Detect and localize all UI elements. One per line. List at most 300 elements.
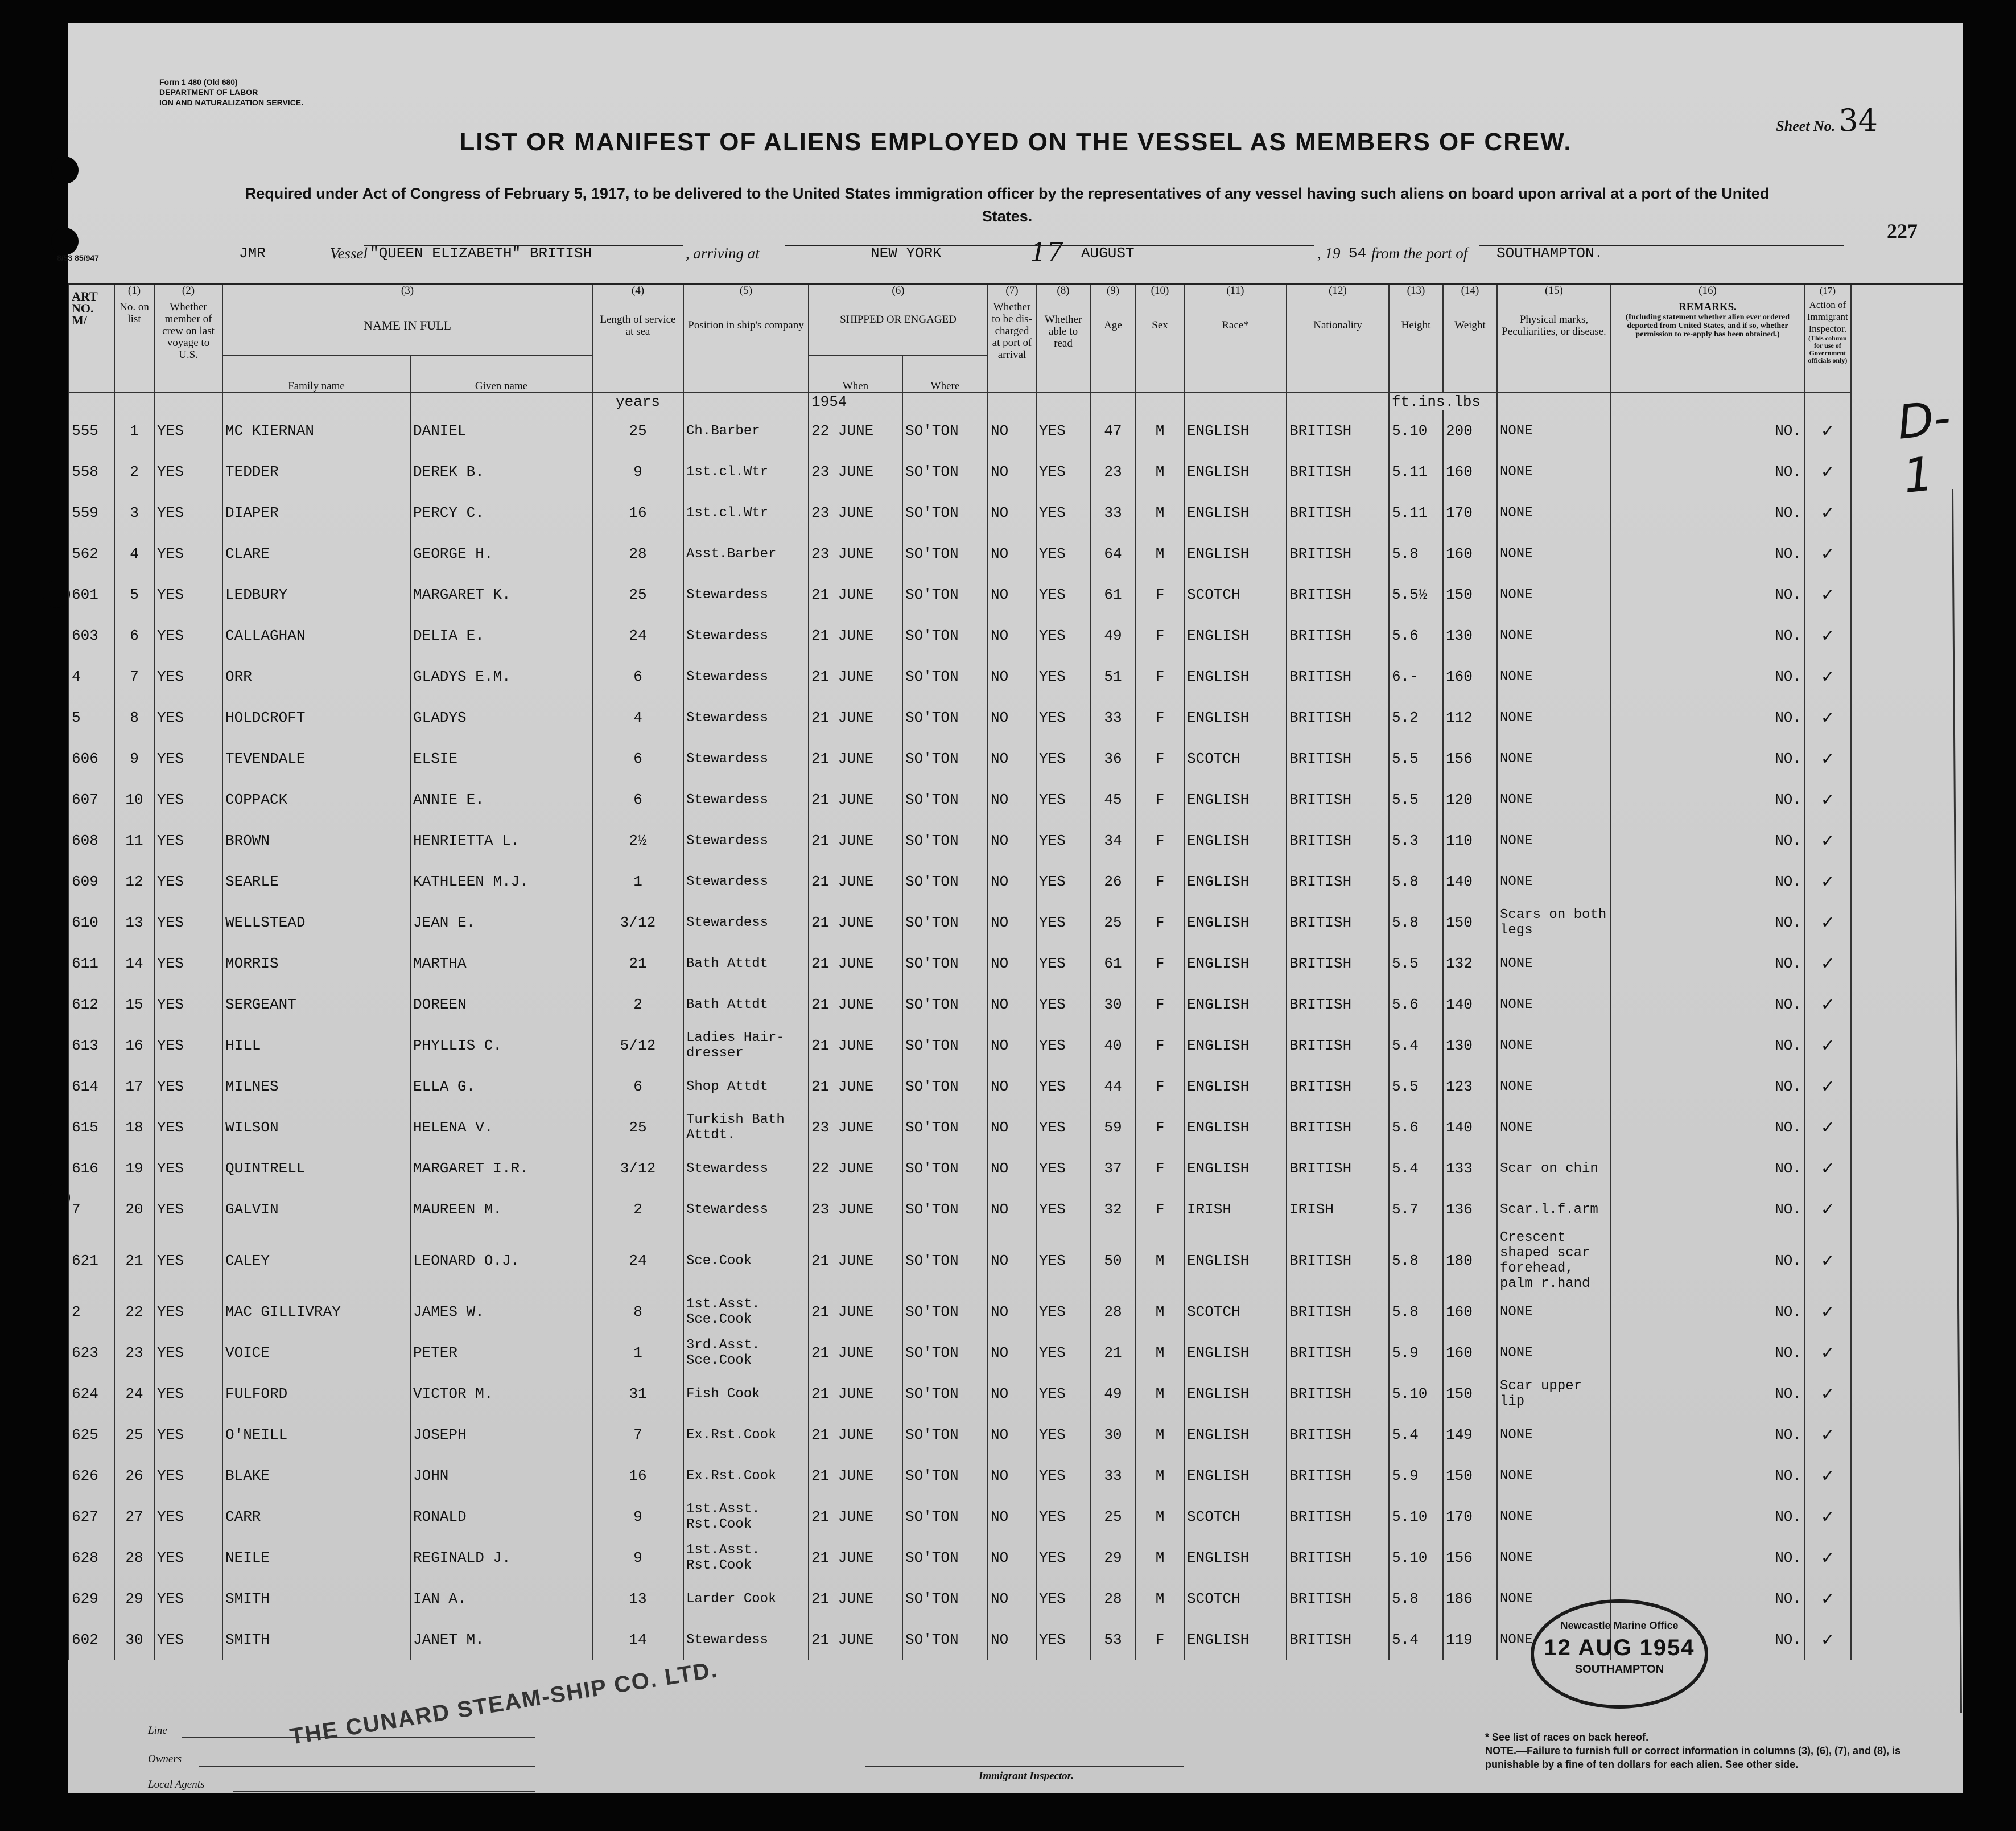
cell-service-length: 4 — [592, 697, 683, 738]
col-4-num: (4) — [631, 285, 645, 297]
cell-service-length: 6 — [592, 656, 683, 697]
cell-shipped-where: SO'TON — [902, 1025, 988, 1066]
col-sex — [1136, 285, 1184, 393]
table-row — [69, 697, 1851, 738]
cell-discharged: NO — [988, 615, 1036, 656]
cell-previous-voyage: YES — [154, 820, 222, 861]
cell-sex: M — [1136, 1291, 1184, 1332]
cell-age: 40 — [1090, 1025, 1136, 1066]
cell-shipped-when: 22 JUNE — [809, 410, 902, 451]
cell-remarks: NO. — [1611, 820, 1804, 861]
cell-nationality: BRITISH — [1287, 615, 1389, 656]
cell-art-no: 2 — [69, 1291, 114, 1332]
cell-able-to-read: YES — [1036, 451, 1090, 492]
col-shipped — [809, 285, 988, 356]
inspector-check-icon: ✓ — [1804, 1066, 1851, 1107]
cell-race: IRISH — [1184, 1189, 1287, 1230]
cell-service-length: 21 — [592, 943, 683, 984]
cell-physical-marks: NONE — [1497, 1537, 1611, 1578]
cell-age: 64 — [1090, 533, 1136, 574]
cell-art-no: 5 — [69, 697, 114, 738]
company-stamp: THE CUNARD STEAM-SHIP CO. LTD. — [288, 1657, 720, 1750]
cell-family-name: SERGEANT — [222, 984, 410, 1025]
col-14-label: Weight — [1454, 319, 1486, 331]
table-row — [69, 656, 1851, 697]
cell-able-to-read: YES — [1036, 1107, 1090, 1148]
cell-remarks: NO. — [1611, 1025, 1804, 1066]
cell-position: Stewardess — [683, 902, 809, 943]
cell-shipped-where: SO'TON — [902, 410, 988, 451]
footer-line-label: Line — [148, 1725, 167, 1737]
cell-given-name: JANET M. — [410, 1619, 592, 1660]
cell-age: 51 — [1090, 656, 1136, 697]
cell-family-name: LEDBURY — [222, 574, 410, 615]
inspector-check-icon: ✓ — [1804, 943, 1851, 984]
cell-shipped-where: SO'TON — [902, 902, 988, 943]
cell-sex: F — [1136, 1025, 1184, 1066]
cell-given-name: HENRIETTA L. — [410, 820, 592, 861]
cell-physical-marks: NONE — [1497, 1291, 1611, 1332]
cell-remarks: NO. — [1611, 1066, 1804, 1107]
cell-shipped-where: SO'TON — [902, 1373, 988, 1414]
cell-service-length: 1 — [592, 1332, 683, 1373]
cell-list-no: 24 — [114, 1373, 154, 1414]
cell-shipped-when: 21 JUNE — [809, 656, 902, 697]
cell-age: 28 — [1090, 1291, 1136, 1332]
col-remarks — [1611, 285, 1804, 393]
cell-sex: F — [1136, 943, 1184, 984]
cell-able-to-read: YES — [1036, 1230, 1090, 1291]
cell-discharged: NO — [988, 492, 1036, 533]
cell-physical-marks: NONE — [1497, 820, 1611, 861]
col-2-label: Whether member of crew on last voyage to U.S. — [162, 301, 215, 361]
cell-shipped-where: SO'TON — [902, 861, 988, 902]
cell-given-name: KATHLEEN M.J. — [410, 861, 592, 902]
cell-remarks: NO. — [1611, 1291, 1804, 1332]
cell-weight: 160 — [1443, 451, 1497, 492]
cell-given-name: GLADYS E.M. — [410, 656, 592, 697]
cell-shipped-where: SO'TON — [902, 1578, 988, 1619]
cell-able-to-read: YES — [1036, 902, 1090, 943]
table-row — [69, 1373, 1851, 1414]
cell-art-no: 623 — [69, 1332, 114, 1373]
cell-service-length: 9 — [592, 451, 683, 492]
cell-shipped-when: 23 JUNE — [809, 1189, 902, 1230]
crew-manifest-table — [68, 285, 1852, 1660]
cell-service-length: 31 — [592, 1373, 683, 1414]
cell-position: 3rd.Asst. Sce.Cook — [683, 1332, 809, 1373]
cell-family-name: BLAKE — [222, 1455, 410, 1496]
inspector-check-icon: ✓ — [1804, 861, 1851, 902]
cell-list-no: 25 — [114, 1414, 154, 1455]
cell-height: 5.11 — [1389, 451, 1443, 492]
cell-given-name: DELIA E. — [410, 615, 592, 656]
table-row — [69, 1537, 1851, 1578]
cell-family-name: MORRIS — [222, 943, 410, 984]
cell-age: 33 — [1090, 697, 1136, 738]
col-8-num: (8) — [1057, 285, 1070, 297]
col-6-label: SHIPPED OR ENGAGED — [840, 314, 957, 326]
cell-shipped-when: 21 JUNE — [809, 1619, 902, 1660]
cell-previous-voyage: YES — [154, 1291, 222, 1332]
cell-weight: 133 — [1443, 1148, 1497, 1189]
cell-previous-voyage: YES — [154, 451, 222, 492]
cell-art-no: 558 — [69, 451, 114, 492]
arrival-month: AUGUST — [1081, 245, 1135, 262]
cell-list-no: 20 — [114, 1189, 154, 1230]
cell-physical-marks: NONE — [1497, 738, 1611, 779]
cell-shipped-where: SO'TON — [902, 1496, 988, 1537]
col-10-label: Sex — [1152, 319, 1168, 331]
cell-age: 53 — [1090, 1619, 1136, 1660]
cell-service-length: 1 — [592, 861, 683, 902]
cell-weight: 119 — [1443, 1619, 1497, 1660]
cell-weight: 150 — [1443, 1373, 1497, 1414]
cell-able-to-read: YES — [1036, 738, 1090, 779]
table-row — [69, 410, 1851, 451]
table-row — [69, 574, 1851, 615]
footer-owners-label: Owners — [148, 1753, 182, 1765]
cell-given-name: DEREK B. — [410, 451, 592, 492]
cell-service-length: 24 — [592, 615, 683, 656]
cell-list-no: 5 — [114, 574, 154, 615]
header-row — [69, 285, 1851, 356]
cell-race: ENGLISH — [1184, 1230, 1287, 1291]
cell-family-name: NEILE — [222, 1537, 410, 1578]
cell-remarks: NO. — [1611, 1455, 1804, 1496]
cell-sex: M — [1136, 410, 1184, 451]
cell-race: SCOTCH — [1184, 1578, 1287, 1619]
cell-sex: F — [1136, 697, 1184, 738]
cell-remarks: NO. — [1611, 492, 1804, 533]
cell-position: Stewardess — [683, 615, 809, 656]
cell-height: 5.7 — [1389, 1189, 1443, 1230]
cell-remarks: NO. — [1611, 943, 1804, 984]
cell-given-name: REGINALD J. — [410, 1537, 592, 1578]
cell-service-length: 25 — [592, 410, 683, 451]
cell-weight: 156 — [1443, 1537, 1497, 1578]
cell-shipped-where: SO'TON — [902, 738, 988, 779]
cell-height: 5.8 — [1389, 902, 1443, 943]
cell-race: ENGLISH — [1184, 1025, 1287, 1066]
col-16-note: (Including statement whether alien ever ordered deported from United States, and if so, whether permission to re-apply has been obtained.) — [1625, 313, 1790, 339]
cell-service-length: 6 — [592, 738, 683, 779]
cell-remarks: NO. — [1611, 1373, 1804, 1414]
cell-shipped-when: 21 JUNE — [809, 1332, 902, 1373]
cell-previous-voyage: YES — [154, 1230, 222, 1291]
cell-shipped-where: SO'TON — [902, 1455, 988, 1496]
cell-family-name: CALEY — [222, 1230, 410, 1291]
cell-given-name: IAN A. — [410, 1578, 592, 1619]
cell-able-to-read: YES — [1036, 492, 1090, 533]
cell-race: ENGLISH — [1184, 902, 1287, 943]
cell-shipped-where: SO'TON — [902, 1537, 988, 1578]
table-row — [69, 861, 1851, 902]
department: DEPARTMENT OF LABOR — [159, 88, 258, 97]
cell-position: Asst.Barber — [683, 533, 809, 574]
cell-given-name: MARGARET I.R. — [410, 1148, 592, 1189]
cell-discharged: NO — [988, 902, 1036, 943]
col-no-on-list — [114, 285, 154, 393]
cell-list-no: 22 — [114, 1291, 154, 1332]
cell-height: 5.8 — [1389, 1230, 1443, 1291]
cell-art-no: 603 — [69, 615, 114, 656]
units-year: 1954 — [809, 393, 902, 410]
col-12-num: (12) — [1329, 285, 1347, 297]
cell-nationality: BRITISH — [1287, 1025, 1389, 1066]
cell-previous-voyage: YES — [154, 1537, 222, 1578]
stamp-date: 12 AUG 1954 — [1544, 1635, 1695, 1660]
cell-remarks: NO. — [1611, 1496, 1804, 1537]
cell-shipped-where: SO'TON — [902, 943, 988, 984]
cell-race: ENGLISH — [1184, 656, 1287, 697]
cell-previous-voyage: YES — [154, 574, 222, 615]
cell-given-name: PHYLLIS C. — [410, 1025, 592, 1066]
cell-weight: 150 — [1443, 574, 1497, 615]
cell-nationality: BRITISH — [1287, 1619, 1389, 1660]
cell-discharged: NO — [988, 1578, 1036, 1619]
cell-discharged: NO — [988, 451, 1036, 492]
note-penalty: NOTE.—Failure to furnish full or correct information in columns (3), (6), (7), and (8), is punishable by a fine of ten dollars for each alien. See other side. — [1485, 1745, 1901, 1770]
cell-able-to-read: YES — [1036, 1496, 1090, 1537]
cell-sex: M — [1136, 1578, 1184, 1619]
cell-height: 6.- — [1389, 656, 1443, 697]
cell-age: 25 — [1090, 902, 1136, 943]
table-row — [69, 533, 1851, 574]
cell-nationality: BRITISH — [1287, 451, 1389, 492]
cell-family-name: MAC GILLIVRAY — [222, 1291, 410, 1332]
cell-race: SCOTCH — [1184, 574, 1287, 615]
punch-hole — [43, 581, 70, 608]
cell-service-length: 2 — [592, 984, 683, 1025]
cell-shipped-where: SO'TON — [902, 1066, 988, 1107]
cell-position: Stewardess — [683, 738, 809, 779]
cell-height: 5.10 — [1389, 1496, 1443, 1537]
cell-able-to-read: YES — [1036, 984, 1090, 1025]
cell-previous-voyage: YES — [154, 902, 222, 943]
cell-height: 5.8 — [1389, 1291, 1443, 1332]
cell-able-to-read: YES — [1036, 410, 1090, 451]
cell-previous-voyage: YES — [154, 1189, 222, 1230]
cell-sex: F — [1136, 902, 1184, 943]
cell-sex: M — [1136, 451, 1184, 492]
cell-family-name: CALLAGHAN — [222, 615, 410, 656]
cell-discharged: NO — [988, 984, 1036, 1025]
cell-age: 37 — [1090, 1148, 1136, 1189]
inspector-check-icon: ✓ — [1804, 1455, 1851, 1496]
col-7-label: Whether to be dis-charged at port of arrival — [992, 301, 1032, 361]
cell-shipped-where: SO'TON — [902, 1230, 988, 1291]
cell-weight: 170 — [1443, 1496, 1497, 1537]
cell-service-length: 16 — [592, 1455, 683, 1496]
col-14-num: (14) — [1461, 285, 1479, 297]
col-read — [1036, 285, 1090, 393]
cell-sex: F — [1136, 738, 1184, 779]
from-port: SOUTHAMPTON. — [1496, 245, 1603, 262]
cell-physical-marks: NONE — [1497, 1107, 1611, 1148]
cell-height: 5.10 — [1389, 1537, 1443, 1578]
inspector-check-icon: ✓ — [1804, 1230, 1851, 1291]
cell-age: 28 — [1090, 1578, 1136, 1619]
cell-discharged: NO — [988, 943, 1036, 984]
col-given-name: Given name — [410, 356, 592, 393]
col-16-label: REMARKS. — [1679, 301, 1737, 313]
cell-sex: M — [1136, 1332, 1184, 1373]
cell-race: ENGLISH — [1184, 820, 1287, 861]
table-row — [69, 1291, 1851, 1332]
cell-shipped-when: 21 JUNE — [809, 820, 902, 861]
from-label: from the port of — [1371, 245, 1468, 262]
cell-discharged: NO — [988, 1455, 1036, 1496]
cell-age: 23 — [1090, 451, 1136, 492]
col-17-num: (17) — [1819, 285, 1836, 296]
col-16-num: (16) — [1698, 285, 1717, 297]
cell-shipped-when: 21 JUNE — [809, 1578, 902, 1619]
inspector-check-icon: ✓ — [1804, 697, 1851, 738]
cell-shipped-when: 21 JUNE — [809, 738, 902, 779]
col-17-label: Action of Immigrant Inspector. — [1807, 299, 1848, 334]
cell-remarks: NO. — [1611, 861, 1804, 902]
cell-remarks: NO. — [1611, 533, 1804, 574]
cell-art-no: 627 — [69, 1496, 114, 1537]
cell-nationality: BRITISH — [1287, 1496, 1389, 1537]
cell-physical-marks: NONE — [1497, 656, 1611, 697]
page-number: 227 — [1887, 220, 1918, 242]
cell-weight: 150 — [1443, 902, 1497, 943]
cell-height: 5.5½ — [1389, 574, 1443, 615]
cell-remarks: NO. — [1611, 656, 1804, 697]
cell-sex: M — [1136, 492, 1184, 533]
cell-service-length: 7 — [592, 1414, 683, 1455]
cell-list-no: 18 — [114, 1107, 154, 1148]
cell-art-no: 616 — [69, 1148, 114, 1189]
cell-physical-marks: NONE — [1497, 1455, 1611, 1496]
cell-service-length: 25 — [592, 574, 683, 615]
cell-list-no: 28 — [114, 1537, 154, 1578]
cell-discharged: NO — [988, 533, 1036, 574]
cell-art-no: 625 — [69, 1414, 114, 1455]
cell-shipped-where: SO'TON — [902, 533, 988, 574]
cell-height: 5.3 — [1389, 820, 1443, 861]
cell-height: 5.5 — [1389, 738, 1443, 779]
cell-shipped-when: 21 JUNE — [809, 1230, 902, 1291]
cell-race: SCOTCH — [1184, 1496, 1287, 1537]
cell-art-no: 607 — [69, 779, 114, 820]
code: 8/53 85/947 — [57, 253, 99, 262]
cell-remarks: NO. — [1611, 1537, 1804, 1578]
cell-family-name: BROWN — [222, 820, 410, 861]
year-suffix: 54 — [1349, 245, 1367, 262]
cell-able-to-read: YES — [1036, 574, 1090, 615]
cell-weight: 156 — [1443, 738, 1497, 779]
inspector-check-icon: ✓ — [1804, 738, 1851, 779]
cell-previous-voyage: YES — [154, 984, 222, 1025]
cell-physical-marks: NONE — [1497, 574, 1611, 615]
cell-previous-voyage: YES — [154, 779, 222, 820]
cell-position: Stewardess — [683, 779, 809, 820]
cell-family-name: WILSON — [222, 1107, 410, 1148]
cell-given-name: HELENA V. — [410, 1107, 592, 1148]
cell-nationality: BRITISH — [1287, 1148, 1389, 1189]
cell-art-no: 621 — [69, 1230, 114, 1291]
cell-shipped-when: 21 JUNE — [809, 1455, 902, 1496]
cell-previous-voyage: YES — [154, 1332, 222, 1373]
cell-art-no: 614 — [69, 1066, 114, 1107]
cell-list-no: 21 — [114, 1230, 154, 1291]
cell-discharged: NO — [988, 1414, 1036, 1455]
cell-discharged: NO — [988, 656, 1036, 697]
cell-height: 5.4 — [1389, 1025, 1443, 1066]
cell-remarks: NO. — [1611, 984, 1804, 1025]
cell-family-name: CARR — [222, 1496, 410, 1537]
cell-race: ENGLISH — [1184, 1414, 1287, 1455]
cell-nationality: BRITISH — [1287, 533, 1389, 574]
col-1-label: No. on list — [119, 301, 149, 325]
cell-service-length: 3/12 — [592, 1148, 683, 1189]
cell-shipped-when: 23 JUNE — [809, 1107, 902, 1148]
cell-art-no: 629 — [69, 1578, 114, 1619]
cell-sex: M — [1136, 1455, 1184, 1496]
table-row — [69, 1496, 1851, 1537]
cell-list-no: 11 — [114, 820, 154, 861]
cell-service-length: 24 — [592, 1230, 683, 1291]
col-weight — [1443, 285, 1497, 393]
cell-age: 45 — [1090, 779, 1136, 820]
cell-art-no: 609 — [69, 861, 114, 902]
cell-family-name: FULFORD — [222, 1373, 410, 1414]
cell-service-length: 2 — [592, 1189, 683, 1230]
cell-discharged: NO — [988, 861, 1036, 902]
units-height-weight: ft.ins.lbs — [1389, 393, 1497, 410]
inspector-check-icon: ✓ — [1804, 615, 1851, 656]
cell-nationality: BRITISH — [1287, 902, 1389, 943]
inspector-check-icon: ✓ — [1804, 451, 1851, 492]
cell-list-no: 19 — [114, 1148, 154, 1189]
cell-service-length: 6 — [592, 1066, 683, 1107]
cell-race: ENGLISH — [1184, 1066, 1287, 1107]
table-row — [69, 1148, 1851, 1189]
cell-art-no: 555 — [69, 410, 114, 451]
cell-previous-voyage: YES — [154, 656, 222, 697]
cell-given-name: JOSEPH — [410, 1414, 592, 1455]
cell-shipped-when: 21 JUNE — [809, 984, 902, 1025]
cell-position: Stewardess — [683, 820, 809, 861]
col-9-label: Age — [1104, 319, 1122, 331]
cell-family-name: SMITH — [222, 1619, 410, 1660]
cell-nationality: BRITISH — [1287, 984, 1389, 1025]
cell-remarks: NO. — [1611, 451, 1804, 492]
cell-race: ENGLISH — [1184, 1619, 1287, 1660]
cell-previous-voyage: YES — [154, 738, 222, 779]
cell-position: Stewardess — [683, 656, 809, 697]
cell-race: ENGLISH — [1184, 615, 1287, 656]
cell-remarks: NO. — [1611, 1332, 1804, 1373]
cell-height: 5.8 — [1389, 1578, 1443, 1619]
col-13-num: (13) — [1407, 285, 1425, 297]
cell-previous-voyage: YES — [154, 615, 222, 656]
cell-list-no: 23 — [114, 1332, 154, 1373]
cell-race: ENGLISH — [1184, 697, 1287, 738]
cell-physical-marks: NONE — [1497, 779, 1611, 820]
cell-position: Ch.Barber — [683, 410, 809, 451]
cell-physical-marks: Crescent shaped scar forehead, palm r.hand — [1497, 1230, 1611, 1291]
sheet-label: Sheet No. — [1776, 118, 1836, 134]
cell-given-name: JOHN — [410, 1455, 592, 1496]
cell-list-no: 3 — [114, 492, 154, 533]
cell-sex: F — [1136, 1189, 1184, 1230]
cell-sex: F — [1136, 656, 1184, 697]
table-row — [69, 615, 1851, 656]
